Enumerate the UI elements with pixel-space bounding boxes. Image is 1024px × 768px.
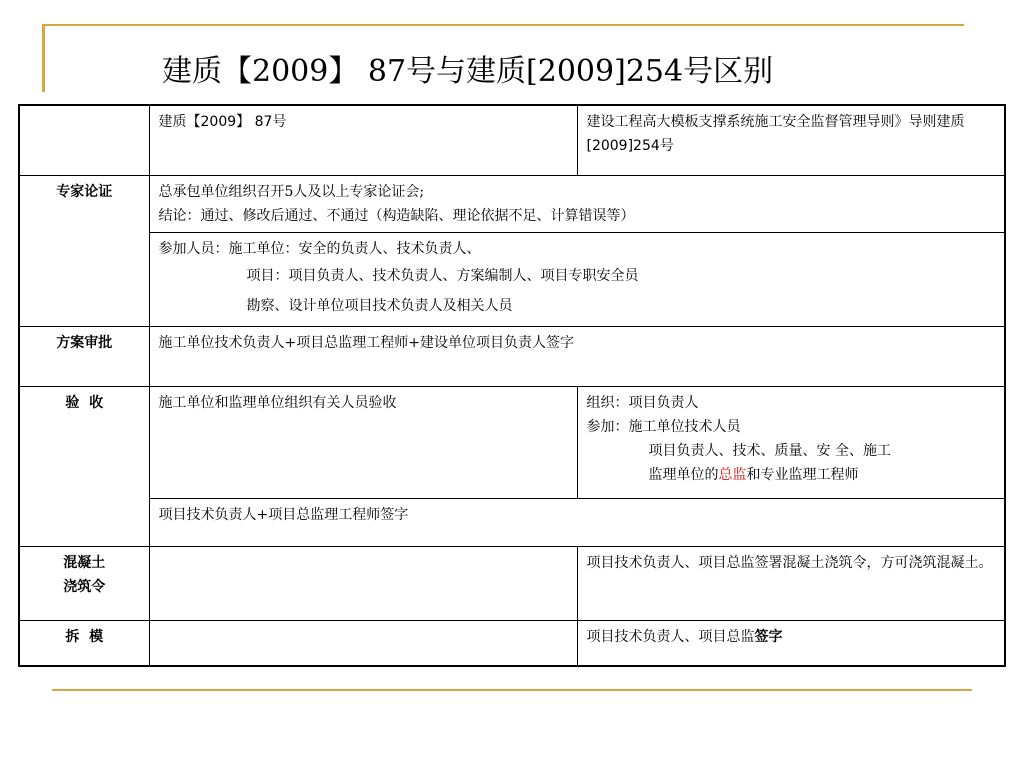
chief-supervisor-highlight: 总监 (718, 466, 747, 483)
demolish-87-cell (149, 620, 577, 666)
acceptance-254-cell (577, 386, 1005, 498)
header-empty-cell (19, 105, 149, 175)
frame-accent-vertical (42, 24, 45, 92)
table-row-acceptance-1 (19, 386, 1005, 498)
row-label-concrete: 混凝土 浇筑令 (19, 546, 149, 620)
frame-accent-top (42, 24, 964, 26)
row-label-expert: 专家论证 (19, 175, 149, 326)
row-label-approval: 方案审批 (19, 326, 149, 386)
header-254: 建设工程高大模板支撑系统施工安全监督管理导则》导则建质[2009]254号 (577, 105, 1005, 175)
acceptance-supervision: 监理单位的总监和专业监理工程师 (648, 466, 859, 483)
row-label-acceptance: 验 收 (19, 386, 149, 546)
row-label-demolish: 拆 模 (19, 620, 149, 666)
table-row-concrete (19, 546, 1005, 620)
participants-project: 项目：项目负责人、技术负责人、方案编制人、项目专职安全员 (246, 267, 639, 284)
expert-participants-cell (149, 232, 1005, 326)
expert-conclusion-text: 结论：通过、修改后通过、不通过（构造缺陷、理论依据不足、计算错误等） (158, 207, 635, 224)
participants-construction: 参加人员：施工单位：安全的负责人、技术负责人、 (158, 240, 481, 257)
expert-meeting-text: 总承包单位组织召开5人及以上专家论证会; (158, 183, 425, 200)
acceptance-organize: 组织：项目负责人 (586, 394, 699, 411)
table-row-expert-1 (19, 175, 1005, 232)
table-row-approval (19, 326, 1005, 386)
table-header-row (19, 105, 1005, 175)
acceptance-sign-text: 项目技术负责人+项目总监理工程师签字 (149, 498, 1005, 546)
comparison-table (18, 104, 1006, 667)
concrete-87-cell (149, 546, 577, 620)
table-row-demolish (19, 620, 1005, 666)
acceptance-participate: 参加：施工单位技术人员 (586, 418, 741, 435)
table-row-acceptance-2 (19, 498, 1005, 546)
concrete-254-cell: 项目技术负责人、项目总监签署混凝土浇筑令，方可浇筑混凝土。 (577, 546, 1005, 620)
frame-accent-bottom (52, 689, 972, 691)
acceptance-organizer-cell: 施工单位和监理单位组织有关人员验收 (149, 386, 577, 498)
page-title: 建质【2009】 87号与建质[2009]254号区别 (162, 54, 774, 89)
acceptance-project-staff: 项目负责人、技术、质量、安 全、施工 (648, 442, 891, 459)
approval-text: 施工单位技术负责人+项目总监理工程师+建设单位项目负责人签字 (149, 326, 1005, 386)
table-row-expert-2 (19, 232, 1005, 326)
participants-survey-design: 勘察、设计单位项目技术负责人及相关人员 (246, 297, 513, 314)
expert-meeting-cell (149, 175, 1005, 232)
demolish-254-cell: 项目技术负责人、项目总监签字 (577, 620, 1005, 666)
header-87: 建质【2009】 87号 (149, 105, 577, 175)
